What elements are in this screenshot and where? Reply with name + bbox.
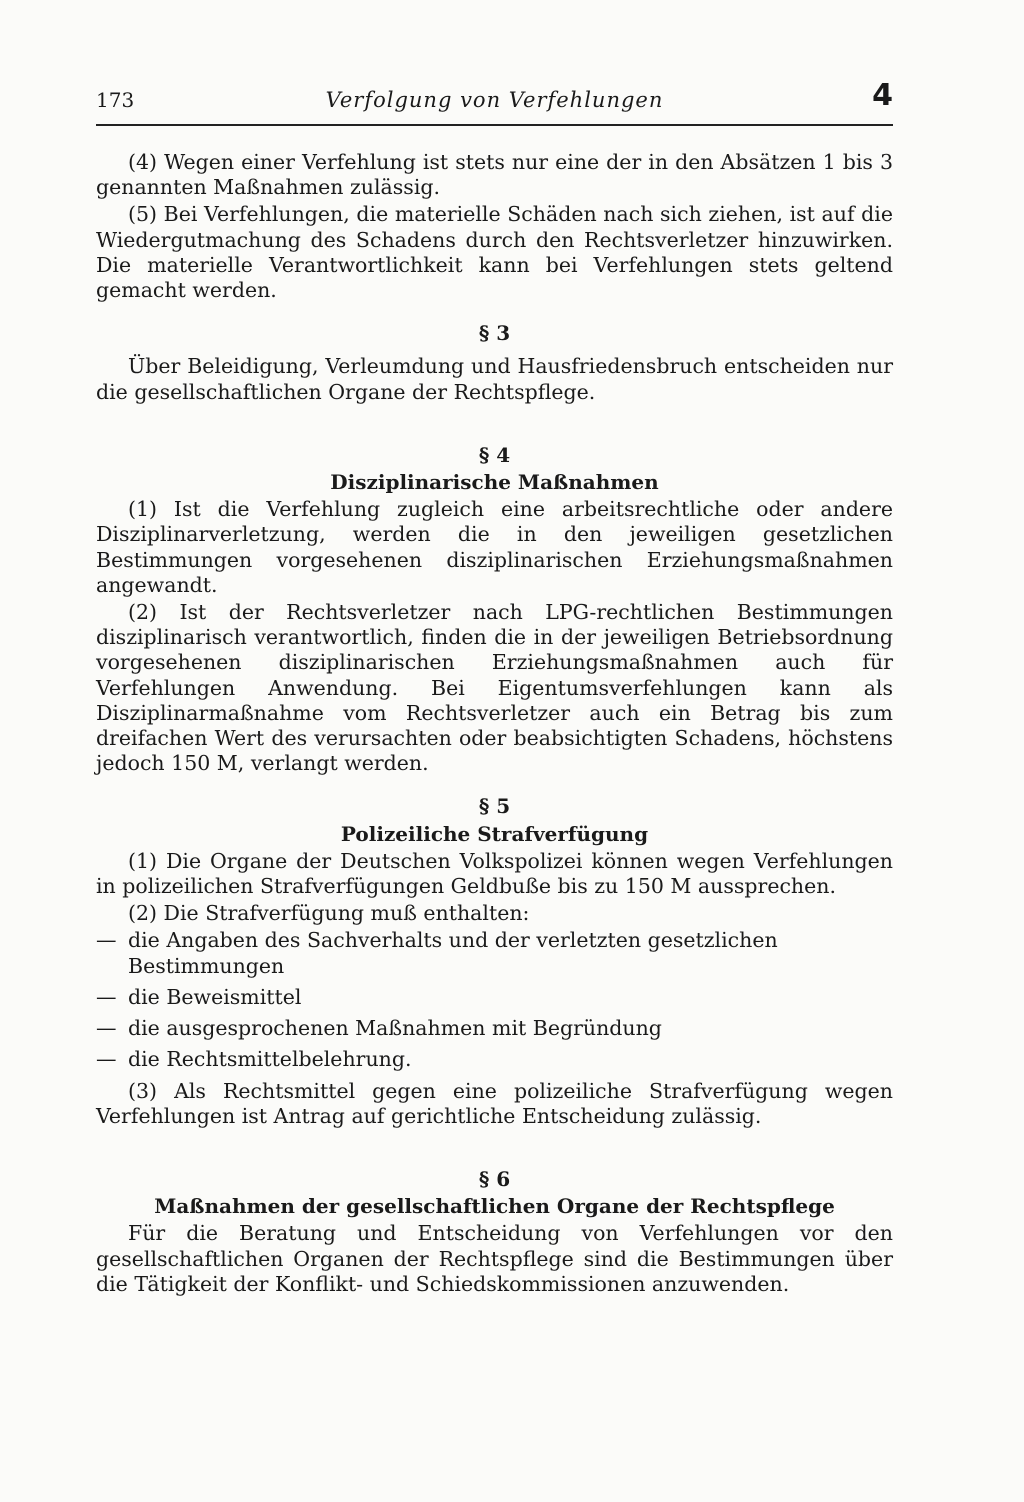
section-5-paragraph-1: (1) Die Organe der Deutschen Volkspolizei können wegen Verfehlungen in polizeilichen Strafverfügungen Geldbuße bis zu 150 M aussprechen. [96,848,893,899]
section-3-text: Über Beleidigung, Verleumdung und Hausfriedensbruch entscheiden nur die gesellschaftlichen Organe der Rechtspflege. [96,354,893,404]
list-item: — die Angaben des Sachverhalts und der verletzten gesetzlichen Bestimmungen [96,928,893,978]
section-4-paragraph-2: (2) Ist der Rechtsverletzer nach LPG-rechtlichen Bestimmungen disziplinarisch verantwortlich, finden die in der jeweiligen Betriebsordnung vorgesehenen disziplinarischen Erziehungsmaßnahmen auch für Verfehlungen Anwendung. Bei Eigentumsverfehlungen kann als Disziplinarmaßnahme vom Rechtsverletzer auch ein Betrag bis zum dreifachen Wert des verursachten oder beabsichtigten Schadens, höchstens jedoch 150 M, verlangt werden. [96,600,893,776]
section-5-paragraph-3: (3) Als Rechtsmittel gegen eine polizeiliche Strafverfügung wegen Verfehlungen ist Antrag auf gerichtliche Entscheidung zulässig. [96,1078,893,1128]
page-header [96,78,893,126]
requirements-list [96,928,893,1072]
running-title: Verfolgung von Verfehlungen [325,88,664,112]
chapter-number: 4 [872,78,893,113]
page-number: 173 [96,88,135,112]
section-4-title: Disziplinarische Maßnahmen [330,470,659,495]
section-3-number: § 3 [478,321,511,346]
section-2-paragraph-4: (4) Wegen einer Verfehlung ist stets nur eine der in den Absätzen 1 bis 3 genannten Maßnahmen zulässig. [96,150,893,200]
section-4-number: § 4 [478,442,511,467]
section-5-paragraph-2: (2) Die Strafverfügung muß enthalten: [128,901,530,926]
list-item: — die Beweismittel [96,985,893,1010]
section-6-text: Für die Beratung und Entscheidung von Verfehlungen vor den gesellschaftlichen Organen der Rechtspflege sind die Bestimmungen über die Tätigkeit der Konflikt- und Schiedskommissionen anzuwenden. [96,1221,893,1296]
list-item: — die ausgesprochenen Maßnahmen mit Begründung [96,1016,893,1041]
section-5-number: § 5 [478,794,511,819]
section-4-paragraph-1: (1) Ist die Verfehlung zugleich eine arbeitsrechtliche oder andere Disziplinarverletzung, werden die in den jeweiligen gesetzlichen Bestimmungen vorgesehenen disziplinarischen Erziehungsmaßnahmen angewandt. [96,497,893,597]
list-item: — die Rechtsmittelbelehrung. [96,1047,893,1072]
section-2-paragraph-5: (5) Bei Verfehlungen, die materielle Schäden nach sich ziehen, ist auf die Wiedergutmachung des Schadens durch den Rechtsverletzer hinzuwirken. Die materielle Verantwortlichkeit kann bei Verfehlungen stets geltend gemacht werden. [96,202,893,303]
section-5-title: Polizeiliche Strafverfügung [340,821,649,846]
section-6-number: § 6 [478,1166,511,1191]
section-6-title: Maßnahmen der gesellschaftlichen Organe der Rechtspflege [154,1194,835,1219]
page-body [96,150,893,1297]
